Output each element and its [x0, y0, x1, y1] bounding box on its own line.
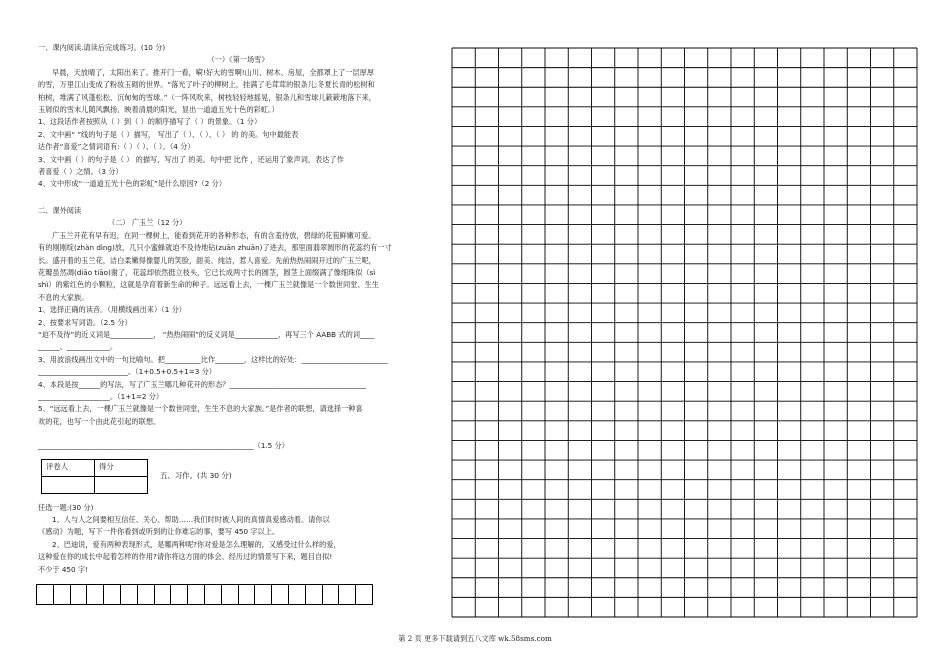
question-line: 5、“远远看上去，一棵广玉兰就像是一个数世同堂，生生不息的大家族。”是作者的联想，请选择一种喜 — [38, 404, 363, 414]
passage2-line: 有的刚刚绽(zhàn dìng)放，几只小蜜蜂就迫不及待地钻(zuān zhuān)了进去，那里面翡翠圆形的花蕊约有一寸 — [38, 243, 392, 253]
essay-prompt-line: 1、人与人之间要相互信任、关心、帮助……我们时时被人间的真情真爱感动着。请你以 — [52, 515, 330, 524]
passage1-line: 的雪，万里江山变成了粉妆玉砌的世界。“落光了叶子的柳树上，挂满了毛茸茸的银条儿;冬夏长青的松树和 — [38, 80, 375, 90]
question-line: 1、选择正确的读音。（用横线画出来）（1 分） — [38, 305, 186, 315]
essay-prompt-line: 《感动》为题，写下一件你看到或听到的让你难忘的事，要写 450 字以上。 — [38, 527, 280, 537]
passage2-line: 不息的大家族。 — [38, 292, 89, 302]
section1-subtitle: （一）《第一场雪》 — [207, 55, 269, 65]
question-line: ____________________。（1+1=2 分） — [38, 391, 164, 401]
question-line: 2、按要求写词语。（2.5 分） — [38, 317, 132, 327]
essay-prompt-line: 2、巴迪说，爱有两种表现形式，是哪两种呢?你对爱是怎么理解的，又感受过什么样的爱， — [52, 539, 341, 549]
question-line: 4、本段是按______的写法，写了广玉兰哪几种花开的形态？______________________________________ — [38, 379, 367, 389]
question-line: “迫不及待”的近义词是____________， “热热闹闹”的反义词是____________，再写三个 AABB 式的词____ — [38, 329, 375, 339]
section2-heading: 二、课外阅读 — [38, 205, 82, 215]
section2-subtitle: （二） 广玉兰（12 分） — [108, 218, 187, 228]
passage1-line: 早晨，天放晴了，太阳出来了。推开门一看，嗬!好大的雪啊!山川、树木、房屋，全都罩上了一层厚厚 — [52, 67, 375, 77]
question-line: _________________________。（1+0.5+0.5+1=3 分） — [38, 367, 216, 377]
question-line: 1、这段话作者按照从（ ）到（ ）的顺序描写了（ ）的景象。（1 分） — [38, 117, 262, 127]
question-line: 3、用波浪线画出文中的一句比喻句。把__________比作________，这样比的好处：________________________ — [38, 354, 388, 364]
score-label: 得分 — [95, 459, 148, 476]
question-line: ______、____________。 — [38, 342, 118, 352]
page-footer: 第 2 页 更多下载请到五八文库 wk.58sms.com — [398, 634, 552, 643]
section5-choose: 任选一题:(30 分) — [38, 502, 94, 512]
passage2-line: 花瓣虽然凋(diāo tiāo)谢了，花蕊却依然挺立枝头，它已长成两寸长的圆茎，圆茎上面缀满了像细珠似（sì — [38, 267, 376, 277]
question-line: 3、文中画（ ）的句子是（ ） 的描写，写出了 的美。句中把 比作 ，还运用了象声词，表达了作 — [38, 154, 344, 164]
reviewer-label: 评卷人 — [42, 459, 95, 476]
answer-line: ____________________________________________________________（1.5 分） — [38, 441, 289, 451]
question-line: 4、文中形成“一道道五光十色的彩虹”是什么原因?（2 分） — [38, 179, 227, 189]
question-line: 2、文中画“ ”线的句子是（ ）描写， 写出了（ ）、（ ）、（ ） 的 的美。句中最能表 — [38, 129, 299, 139]
passage1-line: 柏树，堆满了风蓬松松、沉甸甸的雪球。”（一阵风吹来，树枝轻轻地摇晃，银条儿和雪球儿簌簌地落下来， — [38, 92, 376, 102]
question-line: 者喜爱（ ）之情。（3 分） — [38, 167, 123, 177]
passage2-line: shì）的紫红色的小颗粒，这就是孕育着新生命的种子。远远看上去，一棵广玉兰就像是一个数世同堂、生生 — [38, 280, 379, 290]
passage1-line: 玉屑似的雪末儿随风飘扬，映着清晨的阳光，显出一道道五光十色的彩虹。） — [38, 105, 279, 115]
essay-prompt-line: 这种爱在你的成长中起着怎样的作用?请你将这方面的体会、经历过的情景写下来，题目自拟! — [38, 552, 333, 562]
section5-heading: 五、习作。(共 30 分) — [160, 470, 232, 480]
section1-heading: 一、课内阅读.请读后完成练习。(10 分) — [38, 43, 166, 52]
question-line: 欢的花，也写一个由此花引起的联想。 — [38, 416, 161, 426]
passage2-line: 长。盛开着的玉兰花，洁白柔嫩得像婴儿的笑脸，甜美、纯洁，惹人喜爱。先前热热闹闹开过的广玉兰呢， — [38, 255, 376, 265]
question-line: 达作者“喜爱”之情词语有:（ ）（ ）、（ ）。（4 分） — [38, 142, 195, 152]
passage2-line: 广玉兰开花有早有迟，在同一棵树上，能看到花开的各种形态，有的含羞待放，碧绿的花苞鲜嫩可爱。 — [52, 230, 376, 240]
essay-prompt-line: 不少于 450 字! — [38, 564, 88, 574]
